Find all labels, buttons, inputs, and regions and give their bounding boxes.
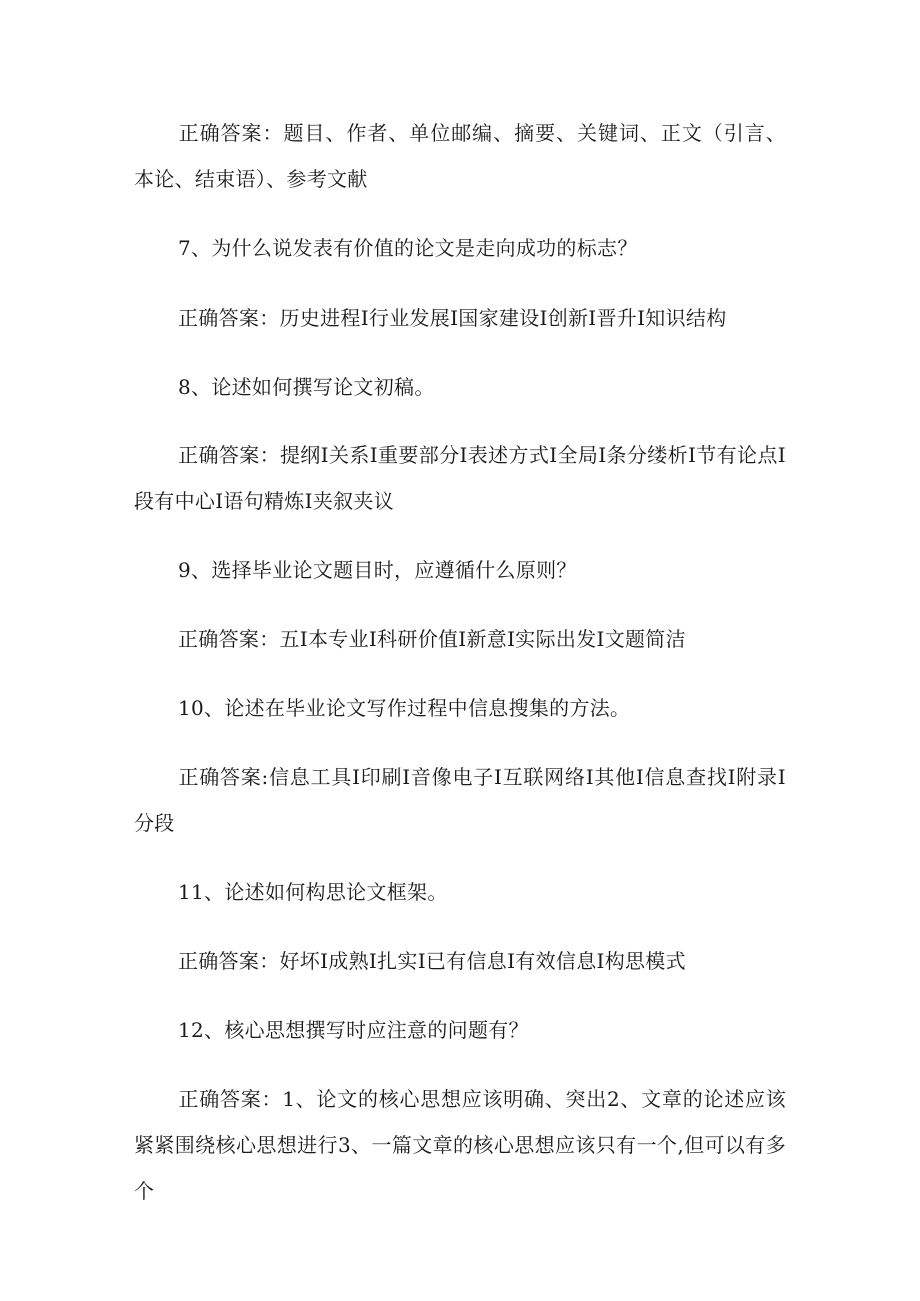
question-text: 11、论述如何构思论文框架。 [178,880,448,904]
answer-text: 正确答案：提纲I关系I重要部分I表述方式I全局I条分缕析I节有论点I段有中心I语句精炼I夹叙夹议 [134,443,786,513]
answer-paragraph [134,938,786,984]
question-paragraph [134,364,786,410]
question-text: 9、选择毕业论文题目时，应遵循什么原则？ [178,558,577,582]
answer-text: 正确答案：五I本专业I科研价值I新意I实际出发I文题简洁 [178,627,686,651]
question-paragraph [134,547,786,593]
answer-text: 正确答案：好坏I成熟I扎实I已有信息I有效信息I构思模式 [178,949,686,973]
question-text: 12、核心思想撰写时应注意的问题有？ [178,1018,529,1042]
answer-text: 正确答案:信息工具I印刷I音像电子I互联网络I其他I信息查找I附录I分段 [134,765,786,835]
question-paragraph [134,869,786,915]
question-paragraph [134,1007,786,1053]
question-text: 8、论述如何撰写论文初稿。 [178,375,435,399]
question-text: 10、论述在毕业论文写作过程中信息搜集的方法。 [178,696,631,720]
answer-paragraph [134,1076,786,1214]
answer-text: 正确答案：历史进程I行业发展I国家建设I创新I晋升I知识结构 [178,306,727,330]
answer-text: 正确答案：1、论文的核心思想应该明确、突出2、文章的论述应该紧紧围绕核心思想进行3、一篇文章的核心思想应该只有一个,但可以有多个 [134,1087,786,1203]
answer-paragraph [134,295,786,341]
question-text: 7、为什么说发表有价值的论文是走向成功的标志？ [178,236,638,260]
question-paragraph [134,685,786,731]
answer-paragraph [134,432,786,524]
answer-paragraph [134,754,786,846]
answer-paragraph [134,110,786,202]
answer-text: 正确答案：题目、作者、单位邮编、摘要、关键词、正文（引言、本论、结束语）、参考文献 [134,121,786,191]
answer-paragraph [134,616,786,662]
question-paragraph [134,225,786,271]
